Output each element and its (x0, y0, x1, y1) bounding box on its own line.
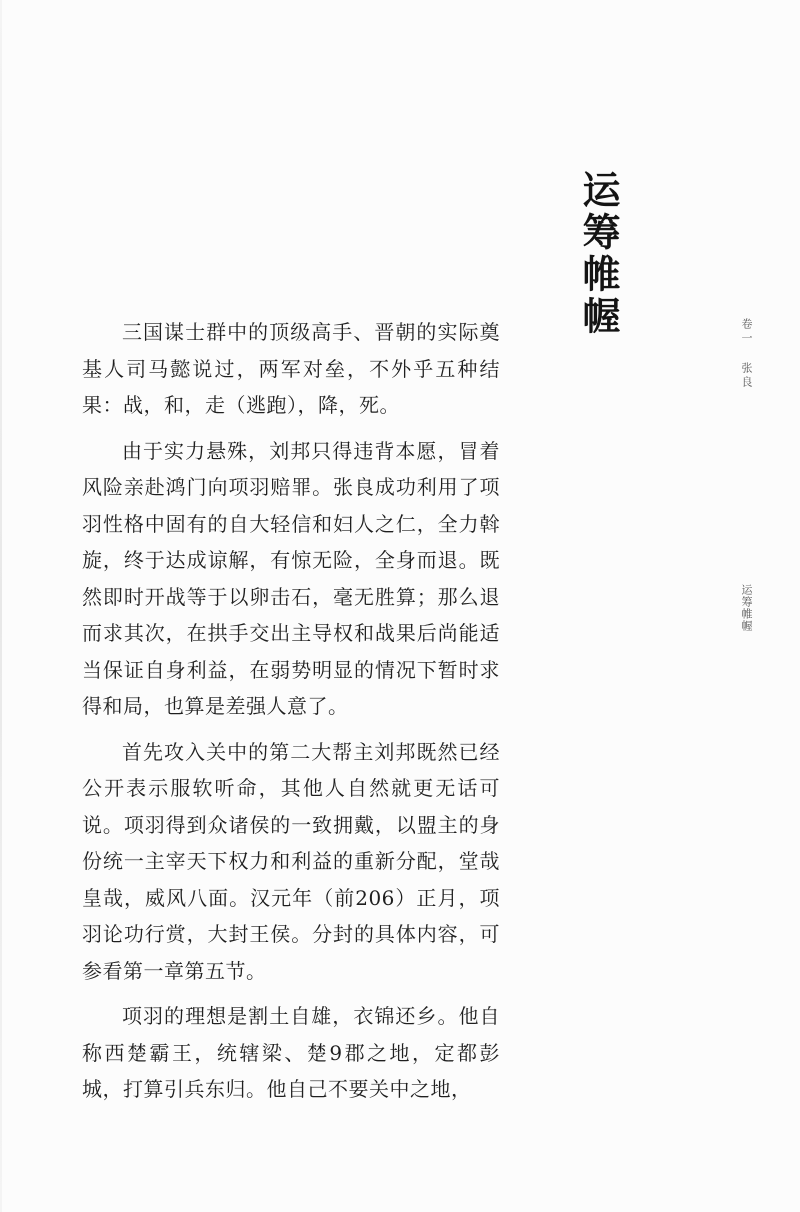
chapter-title: 运筹帷幄 (576, 170, 620, 338)
volume-label: 卷一 (740, 318, 753, 346)
paragraph: 首先攻入关中的第二大帮主刘邦既然已经公开表示服软听命，其他人自然就更无话可说。项羽得到众诸侯的一致拥戴，以盟主的身份统一主宰天下权力和利益的重新分配，堂哉皇哉，威风八面。汉元年（前206）正月，项羽论功行赏，大封王侯。分封的具体内容，可参看第一章第五节。 (82, 739, 500, 983)
person-label: 张良 (740, 362, 753, 390)
running-title: 运筹帷幄 (740, 584, 753, 632)
page-edge (0, 0, 2, 1212)
side-header (738, 318, 754, 390)
body-text (82, 314, 500, 1117)
paragraph: 由于实力悬殊，刘邦只得违背本愿，冒着风险亲赴鸿门向项羽赔罪。张良成功利用了项羽性格中固有的自大轻信和妇人之仁，全力斡旋，终于达成谅解，有惊无险，全身而退。既然即时开战等于以卵击石，毫无胜算；那么退而求其次，在拱手交出主导权和战果后尚能适当保证自身利益，在弱势明显的情况下暂时求得和局，也算是差强人意了。 (82, 438, 500, 718)
paragraph: 三国谋士群中的顶级高手、晋朝的实际奠基人司马懿说过，两军对垒，不外乎五种结果：战，和，走（逃跑），降，死。 (82, 320, 500, 417)
paragraph: 项羽的理想是割土自雄，衣锦还乡。他自称西楚霸王，统辖梁、楚9郡之地，定都彭城，打算引兵东归。他自己不要关中之地， (82, 1004, 500, 1101)
